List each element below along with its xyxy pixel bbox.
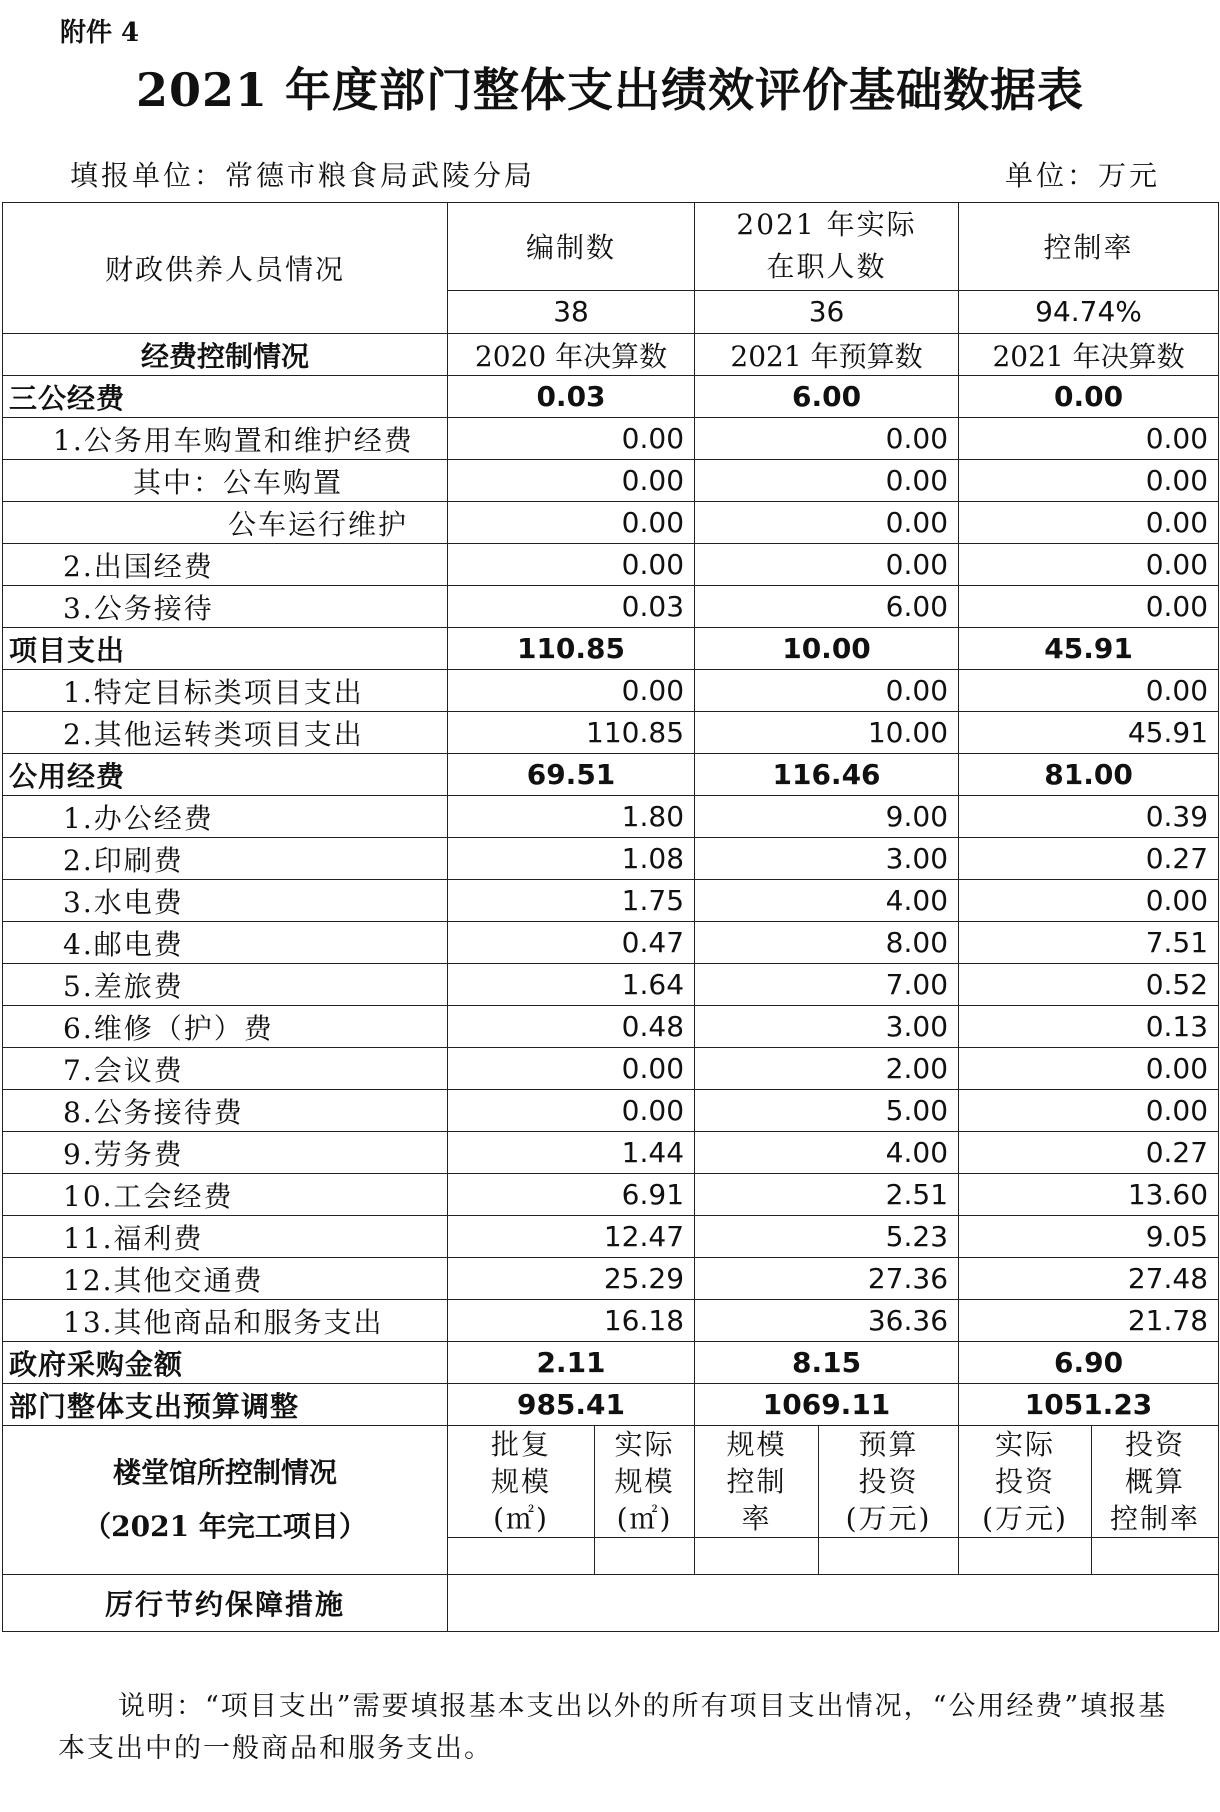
- footnote: 说明：“项目支出”需要填报基本支出以外的所有项目支出情况，“公用经费”填报基本支出中的一般商品和服务支出。: [58, 1691, 1168, 1764]
- buildings-col-line: 率: [741, 1502, 772, 1535]
- staff-authorized-value: 38: [448, 290, 695, 333]
- value-2021-budget: 8.00: [695, 922, 959, 964]
- value-2020-final: 0.03: [448, 586, 695, 628]
- buildings-col-2: [695, 1426, 819, 1538]
- value-2021-final: 0.00: [959, 586, 1219, 628]
- buildings-label-line2: （2021 年完工项目）: [83, 1510, 367, 1543]
- row-label: 2.印刷费: [3, 838, 448, 880]
- value-2021-budget: 9.00: [695, 796, 959, 838]
- value-2020-final: 0.47: [448, 922, 695, 964]
- value-2021-budget: 116.46: [695, 754, 959, 796]
- item-row: [3, 418, 1219, 460]
- value-2021-budget: 36.36: [695, 1300, 959, 1342]
- value-2021-budget: 4.00: [695, 1132, 959, 1174]
- row-label: 11.福利费: [3, 1216, 448, 1258]
- buildings-col-line: 投资: [858, 1465, 919, 1498]
- item-row: [3, 1090, 1219, 1132]
- item-row: [3, 880, 1219, 922]
- value-2020-final: 0.00: [448, 418, 695, 460]
- savings-content: [448, 1575, 1219, 1632]
- page-title: 2021 年度部门整体支出绩效评价基础数据表: [135, 63, 1085, 117]
- row-label: 项目支出: [3, 628, 448, 670]
- value-2021-final: 0.00: [959, 460, 1219, 502]
- category-row: [3, 1384, 1219, 1426]
- value-2020-final: 0.00: [448, 1090, 695, 1132]
- buildings-col-line: (万元): [845, 1502, 932, 1535]
- value-2021-budget: 0.00: [695, 544, 959, 586]
- value-2020-final: 1.64: [448, 964, 695, 1006]
- value-2021-budget: 4.00: [695, 880, 959, 922]
- value-2020-final: 1.75: [448, 880, 695, 922]
- buildings-col-line: 预算: [858, 1428, 919, 1461]
- buildings-value-cell: [695, 1538, 819, 1575]
- buildings-col-line: 控制率: [1110, 1502, 1201, 1535]
- value-2021-final: 1051.23: [959, 1384, 1219, 1426]
- buildings-col-line: 规模: [490, 1465, 551, 1498]
- row-label: 10.工会经费: [3, 1174, 448, 1216]
- buildings-col-3: [819, 1426, 959, 1538]
- staff-col-rate: 控制率: [959, 203, 1219, 291]
- buildings-value-cell: [595, 1538, 695, 1575]
- row-label: 1.办公经费: [3, 796, 448, 838]
- row-label: 13.其他商品和服务支出: [3, 1300, 448, 1342]
- value-2020-final: 0.48: [448, 1006, 695, 1048]
- currency-unit: 单位：万元: [1004, 159, 1160, 192]
- buildings-value-cell: [448, 1538, 595, 1575]
- attachment-label: 附件 4: [60, 18, 140, 48]
- value-2020-final: 110.85: [448, 628, 695, 670]
- value-2020-final: 0.00: [448, 460, 695, 502]
- row-label: 8.公务接待费: [3, 1090, 448, 1132]
- value-2021-final: 0.00: [959, 376, 1219, 418]
- row-label: 1.特定目标类项目支出: [3, 670, 448, 712]
- buildings-col-line: 实际: [614, 1428, 675, 1461]
- value-2021-budget: 7.00: [695, 964, 959, 1006]
- value-2020-final: 1.44: [448, 1132, 695, 1174]
- buildings-value-cell: [819, 1538, 959, 1575]
- staff-col-actual-text: 2021 年实际在职人数: [736, 208, 917, 284]
- row-label: 3.公务接待: [3, 586, 448, 628]
- value-2020-final: 0.03: [448, 376, 695, 418]
- value-2021-budget: 0.00: [695, 670, 959, 712]
- value-2021-final: 7.51: [959, 922, 1219, 964]
- buildings-col-line: (万元): [982, 1502, 1068, 1535]
- value-2021-final: 0.00: [959, 880, 1219, 922]
- item-row: [3, 1216, 1219, 1258]
- item-row: [3, 964, 1219, 1006]
- item-row: [3, 796, 1219, 838]
- value-2021-final: 0.13: [959, 1006, 1219, 1048]
- value-2021-budget: 6.00: [695, 586, 959, 628]
- value-2021-budget: 3.00: [695, 838, 959, 880]
- staff-rate-value: 94.74%: [959, 290, 1219, 333]
- row-label: 2.其他运转类项目支出: [3, 712, 448, 754]
- buildings-col-line: 规模: [726, 1428, 787, 1461]
- category-row: [3, 1342, 1219, 1384]
- row-label: 12.其他交通费: [3, 1258, 448, 1300]
- staff-col-authorized: 编制数: [448, 203, 695, 291]
- item-row: [3, 838, 1219, 880]
- value-2021-budget: 1069.11: [695, 1384, 959, 1426]
- value-2020-final: 1.08: [448, 838, 695, 880]
- value-2021-budget: 0.00: [695, 460, 959, 502]
- item-row: [3, 670, 1219, 712]
- value-2021-budget: 0.00: [695, 502, 959, 544]
- value-2021-final: 13.60: [959, 1174, 1219, 1216]
- value-2021-final: 9.05: [959, 1216, 1219, 1258]
- buildings-value-cell: [1092, 1538, 1219, 1575]
- item-row: [3, 460, 1219, 502]
- staff-actual-value: 36: [695, 290, 959, 333]
- buildings-col-line: (㎡): [493, 1502, 549, 1535]
- item-row: [3, 544, 1219, 586]
- value-2020-final: 0.00: [448, 544, 695, 586]
- buildings-col-line: 规模: [614, 1465, 675, 1498]
- category-row: [3, 628, 1219, 670]
- value-2021-final: 27.48: [959, 1258, 1219, 1300]
- item-row: [3, 922, 1219, 964]
- buildings-col-4: [959, 1426, 1092, 1538]
- value-2020-final: 2.11: [448, 1342, 695, 1384]
- row-label: 4.邮电费: [3, 922, 448, 964]
- buildings-col-line: 实际: [995, 1428, 1056, 1461]
- value-2021-final: 0.39: [959, 796, 1219, 838]
- value-2021-final: 6.90: [959, 1342, 1219, 1384]
- buildings-col-line: 概算: [1125, 1465, 1186, 1498]
- category-row: [3, 754, 1219, 796]
- value-2021-final: 0.00: [959, 1048, 1219, 1090]
- item-row: [3, 1174, 1219, 1216]
- staff-label: 财政供养人员情况: [3, 203, 448, 334]
- item-row: [3, 712, 1219, 754]
- buildings-col-line: 控制: [726, 1465, 787, 1498]
- row-label: 2.出国经费: [3, 544, 448, 586]
- value-2021-final: 0.00: [959, 502, 1219, 544]
- buildings-col-1: [595, 1426, 695, 1538]
- value-2020-final: 985.41: [448, 1384, 695, 1426]
- value-2021-budget: 5.00: [695, 1090, 959, 1132]
- value-2021-final: 0.52: [959, 964, 1219, 1006]
- expense-col-2021-budget: 2021 年预算数: [695, 334, 959, 376]
- value-2021-final: 0.00: [959, 418, 1219, 460]
- item-row: [3, 1132, 1219, 1174]
- buildings-header-row: [3, 1426, 1219, 1538]
- value-2020-final: 25.29: [448, 1258, 695, 1300]
- value-2021-final: 45.91: [959, 712, 1219, 754]
- unit-row: [70, 154, 1160, 194]
- buildings-col-0: [448, 1426, 595, 1538]
- buildings-col-5: [1092, 1426, 1219, 1538]
- value-2021-final: 0.00: [959, 544, 1219, 586]
- expense-header-row: [3, 334, 1219, 376]
- buildings-col-line: 投资: [1125, 1428, 1186, 1461]
- value-2021-budget: 8.15: [695, 1342, 959, 1384]
- expense-col-2020-final: 2020 年决算数: [448, 334, 695, 376]
- item-row: [3, 1300, 1219, 1342]
- value-2021-budget: 3.00: [695, 1006, 959, 1048]
- value-2021-final: 0.27: [959, 838, 1219, 880]
- row-label: 其中：公车购置: [3, 460, 448, 502]
- value-2020-final: 0.00: [448, 670, 695, 712]
- row-label: 三公经费: [3, 376, 448, 418]
- value-2020-final: 16.18: [448, 1300, 695, 1342]
- row-label: 5.差旅费: [3, 964, 448, 1006]
- value-2021-budget: 2.51: [695, 1174, 959, 1216]
- row-label: 公用经费: [3, 754, 448, 796]
- value-2021-final: 0.27: [959, 1132, 1219, 1174]
- row-label: 1.公务用车购置和维护经费: [3, 418, 448, 460]
- row-label: 7.会议费: [3, 1048, 448, 1090]
- row-label: 政府采购金额: [3, 1342, 448, 1384]
- value-2021-budget: 10.00: [695, 628, 959, 670]
- item-row: [3, 586, 1219, 628]
- staff-col-actual: [695, 203, 959, 291]
- value-2021-final: 81.00: [959, 754, 1219, 796]
- buildings-col-line: 批复: [490, 1428, 551, 1461]
- value-2021-final: 21.78: [959, 1300, 1219, 1342]
- item-row: [3, 1258, 1219, 1300]
- value-2021-budget: 6.00: [695, 376, 959, 418]
- item-row: [3, 502, 1219, 544]
- value-2021-final: 0.00: [959, 1090, 1219, 1132]
- row-label: 6.维修（护）费: [3, 1006, 448, 1048]
- buildings-col-line: (㎡): [616, 1502, 673, 1535]
- value-2020-final: 6.91: [448, 1174, 695, 1216]
- row-label: 3.水电费: [3, 880, 448, 922]
- row-label: 9.劳务费: [3, 1132, 448, 1174]
- buildings-label: [3, 1426, 448, 1575]
- savings-row: [3, 1575, 1219, 1632]
- row-label: 公车运行维护: [3, 502, 448, 544]
- savings-label: 厉行节约保障措施: [3, 1575, 448, 1632]
- data-table: [2, 202, 1219, 1632]
- reporting-unit: 填报单位：常德市粮食局武陵分局: [70, 159, 536, 192]
- staff-header-row: [3, 203, 1219, 291]
- expense-header-label: 经费控制情况: [3, 334, 448, 376]
- item-row: [3, 1048, 1219, 1090]
- value-2021-final: 45.91: [959, 628, 1219, 670]
- value-2020-final: 0.00: [448, 1048, 695, 1090]
- value-2021-budget: 5.23: [695, 1216, 959, 1258]
- value-2021-final: 0.00: [959, 670, 1219, 712]
- value-2021-budget: 27.36: [695, 1258, 959, 1300]
- expense-col-2021-final: 2021 年决算数: [959, 334, 1219, 376]
- row-label: 部门整体支出预算调整: [3, 1384, 448, 1426]
- value-2020-final: 0.00: [448, 502, 695, 544]
- value-2020-final: 12.47: [448, 1216, 695, 1258]
- value-2021-budget: 0.00: [695, 418, 959, 460]
- value-2021-budget: 2.00: [695, 1048, 959, 1090]
- buildings-col-line: 投资: [995, 1465, 1056, 1498]
- buildings-label-line1: 楼堂馆所控制情况: [112, 1456, 337, 1489]
- item-row: [3, 1006, 1219, 1048]
- value-2020-final: 110.85: [448, 712, 695, 754]
- buildings-value-cell: [959, 1538, 1092, 1575]
- value-2020-final: 1.80: [448, 796, 695, 838]
- value-2020-final: 69.51: [448, 754, 695, 796]
- value-2021-budget: 10.00: [695, 712, 959, 754]
- category-row: [3, 376, 1219, 418]
